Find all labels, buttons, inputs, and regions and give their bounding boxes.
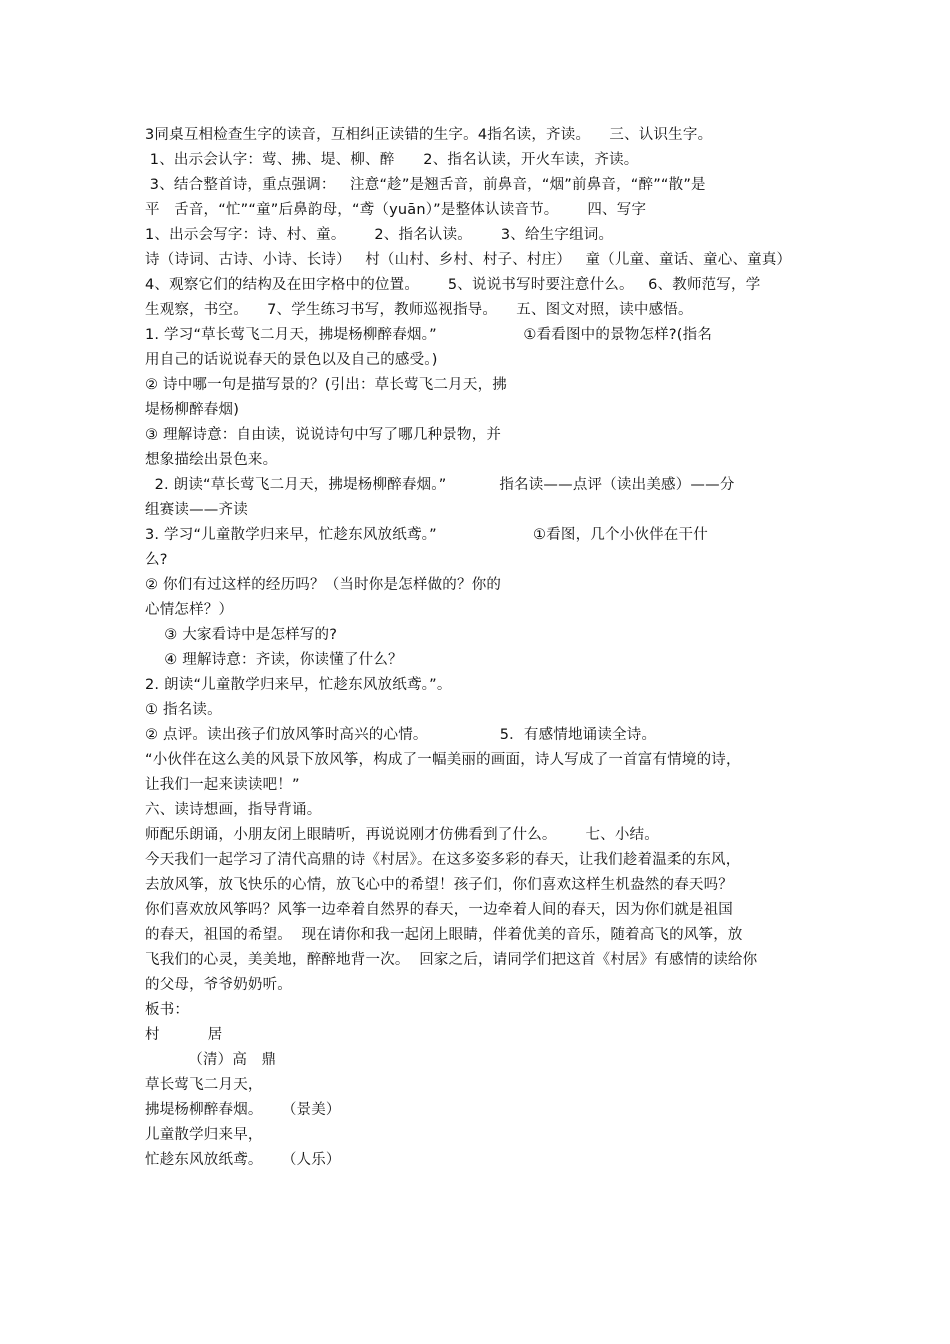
text-line: ① 指名读。 [145, 702, 222, 718]
text-line: 诗（诗词、古诗、小诗、长诗） 村（山村、乡村、村子、村庄） 童（儿童、童话、童心、童真） [145, 252, 792, 268]
text-line: 今天我们一起学习了清代高鼎的诗《村居》。在这多姿多彩的春天，让我们趁着温柔的东风， [145, 852, 741, 868]
text-line: 组赛读——齐读 [145, 502, 248, 518]
text-line: 儿童散学归来早， [145, 1127, 263, 1143]
text-line: ② 点评。读出孩子们放风筝时高兴的心情。 5．有感情地诵读全诗。 [145, 727, 657, 743]
text-line: 1、出示会写字：诗、村、童。 2、指名认读。 3、给生字组词。 [145, 227, 614, 243]
text-line: 心情怎样？） [145, 602, 234, 618]
text-line: ④ 理解诗意：齐读，你读懂了什么？ [145, 652, 403, 668]
text-line: 堤杨柳醉春烟) [145, 402, 240, 418]
text-line: ② 你们有过这样的经历吗？（当时你是怎样做的？你的 [145, 577, 502, 593]
text-line: 忙趁东风放纸鸢。 （人乐） [145, 1152, 341, 1168]
text-line: 你们喜欢放风筝吗？风筝一边牵着自然界的春天，一边牵着人间的春天，因为你们就是祖国 [145, 902, 733, 918]
text-line: 3同桌互相检查生字的读音，互相纠正读错的生字。4指名读，齐读。 三、认识生字。 [145, 127, 713, 143]
text-line: ③ 大家看诗中是怎样写的? [145, 627, 338, 643]
text-line: 草长莺飞二月天， [145, 1077, 263, 1093]
text-line: 六、读诗想画，指导背诵。 [145, 802, 322, 818]
text-line: 么? [145, 552, 168, 568]
text-line: ② 诗中哪一句是描写景的？(引出：草长莺飞二月天，拂 [145, 377, 507, 393]
text-line: 1. 学习“草长莺飞二月天，拂堤杨柳醉春烟。” ①看看图中的景物怎样?(指名 [145, 327, 713, 343]
text-line: 飞我们的心灵，美美地，醉醉地背一次。 回家之后，请同学们把这首《村居》有感情的读给你 [145, 952, 758, 968]
text-line: （清）高 鼎 [145, 1052, 277, 1068]
text-line: 2. 朗读“草长莺飞二月天，拂堤杨柳醉春烟。” 指名读——点评（读出美感）——分 [145, 477, 735, 493]
text-line: 师配乐朗诵，小朋友闭上眼睛听，再说说刚才仿佛看到了什么。 七、小结。 [145, 827, 659, 843]
text-line: 板书： [145, 1002, 190, 1018]
text-line: 让我们一起来读读吧！” [145, 777, 300, 793]
text-line: 4、观察它们的结构及在田字格中的位置。 5、说说书写时要注意什么。 6、教师范写，学 [145, 277, 761, 293]
text-line: 的春天，祖国的希望。 现在请你和我一起闭上眼睛，伴着优美的音乐，随着高飞的风筝，放 [145, 927, 743, 943]
text-line: 2. 朗读“儿童散学归来早，忙趁东风放纸鸢。”。 [145, 677, 452, 693]
text-line: 用自己的话说说春天的景色以及自己的感受。) [145, 352, 438, 368]
text-line: ③ 理解诗意：自由读，说说诗句中写了哪几种景物，并 [145, 427, 502, 443]
text-line: 3. 学习“儿童散学归来早，忙趁东风放纸鸢。” ①看图，几个小伙伴在干什 [145, 527, 708, 543]
text-line: 村 居 [145, 1027, 223, 1043]
text-line: 想象描绘出景色来。 [145, 452, 278, 468]
text-line: 平 舌音，“忙”“童”后鼻韵母，“鸢（yuān）”是整体认读音节。 四、写字 [145, 202, 647, 218]
text-line: 拂堤杨柳醉春烟。 （景美） [145, 1102, 341, 1118]
text-line: 3、结合整首诗，重点强调： 注意“趁”是翘舌音，前鼻音，“烟”前鼻音，“醉”“散”是 [145, 177, 706, 193]
text-line: “小伙伴在这么美的风景下放风筝，构成了一幅美丽的画面，诗人写成了一首富有情境的诗， [145, 752, 741, 768]
text-line: 生观察，书空。 7、学生练习书写，教师巡视指导。 五、图文对照，读中感悟。 [145, 302, 693, 318]
text-line: 去放风筝，放飞快乐的心情，放飞心中的希望！孩子们，你们喜欢这样生机盎然的春天吗？ [145, 877, 733, 893]
text-line: 1、出示会认字：莺、拂、堤、柳、醉 2、指名认读，开火车读，齐读。 [145, 152, 639, 168]
text-line: 的父母，爷爷奶奶听。 [145, 977, 292, 993]
